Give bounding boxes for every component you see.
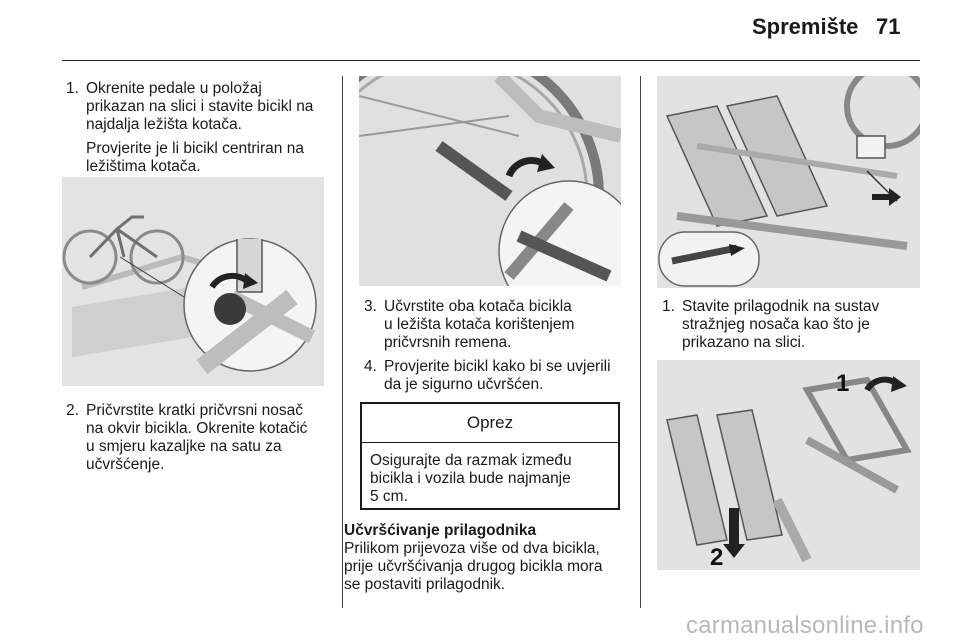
section-adapter: Učvršćivanje prilagodnika Prilikom prijevoza više od dva bicikla, prije učvršćivanja drugog bicikla mora se postaviti prilagodnik. — [344, 522, 636, 594]
figure-label-1: 1 — [836, 370, 850, 397]
watermark: carmanualsonline.info — [686, 612, 924, 639]
column-divider-2 — [640, 76, 641, 608]
column-1-lower — [66, 402, 328, 474]
figure-label-2: 2 — [710, 544, 724, 571]
column-2 — [364, 298, 626, 394]
step-2: 2. Pričvrstite kratki pričvrsni nosač na okvir bicikla. Okrenite kotačić u smjeru kazaljke na satu za učvršćenje. — [66, 402, 308, 473]
figure-adapter-mount — [657, 76, 920, 288]
step-1: 1. Okrenite pedale u položaj prikazan na slici i stavite bicikl na najdalja ležišta kotača. — [66, 80, 314, 133]
caution-box — [360, 402, 620, 510]
caution-heading: Oprez — [362, 404, 618, 443]
header-rule — [62, 60, 920, 61]
step-3: 3. Učvrstite oba kotača bicikla u ležišta kotača korištenjem pričvrsnih remena. — [364, 298, 575, 351]
step-4: 4. Provjerite bicikl kako bi se uvjerili da je sigurno učvršćen. — [364, 358, 611, 393]
figure-bike-frame-clamp — [62, 177, 324, 386]
column-divider-1 — [342, 76, 343, 608]
column-3 — [662, 298, 924, 352]
caution-body: Osigurajte da razmak između bicikla i vozila bude najmanje 5 cm. — [370, 452, 572, 505]
figure-adapter-steps — [657, 360, 920, 570]
section-heading: Učvršćivanje prilagodnika — [344, 522, 537, 539]
figure-wheel-strap — [359, 76, 621, 286]
step-1-adapter: 1. Stavite prilagodnik na sustav stražnjeg nosača kao što je prikazano na slici. — [662, 298, 880, 351]
step-1-note: Provjerite je li bicikl centriran na ležištima kotača. — [86, 140, 304, 175]
page-number: 71 — [876, 14, 901, 39]
column-1 — [66, 80, 328, 176]
page-title: Spremište — [752, 14, 859, 39]
